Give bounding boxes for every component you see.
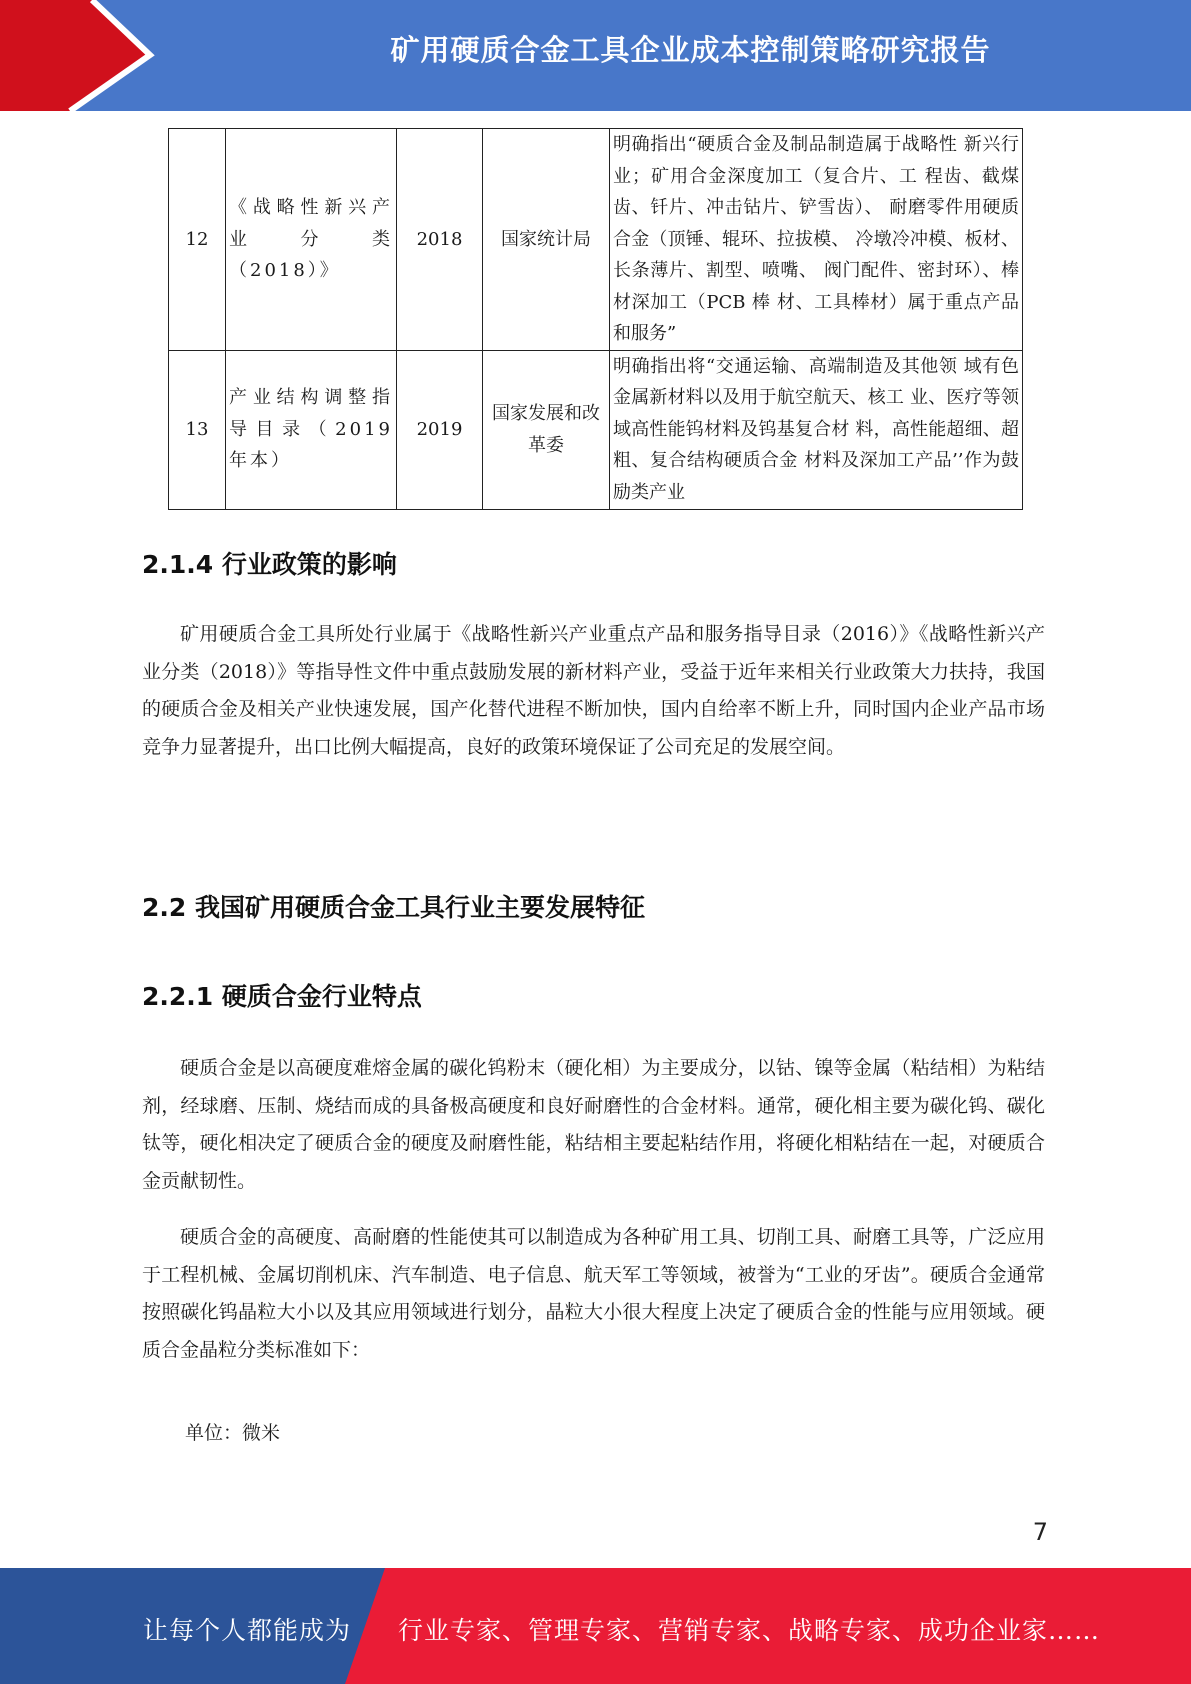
section-2-1-4-paragraph: 矿用硬质合金工具所处行业属于《战略性新兴产业重点产品和服务指导目录（2016）》《战略性新兴产业分类（2018）》等指导性文件中重点鼓励发展的新材料产业，受益于近年来相关行业政策大力扶持，我国的硬质合金及相关产业快速发展，国产化替代进程不断加快，国内自给率不断上升，同时国内企业产品市场竞争力显著提升，出口比例大幅提高，良好的政策环境保证了公司充足的发展空间。 bbox=[142, 623, 1045, 758]
section-heading-2-1-4: 2.1.4 行业政策的影响 bbox=[142, 550, 397, 579]
section-2-2-1-paragraph-2: 硬质合金的高硬度、高耐磨的性能使其可以制造成为各种矿用工具、切削工具、耐磨工具等，广泛应用于工程机械、金属切削机床、汽车制造、电子信息、航天军工等领域，被誉为“工业的牙齿”。硬质合金通常按照碳化钨晶粒大小以及其应用领域进行划分，晶粒大小很大程度上决定了硬质合金的性能与应用领域。硬质合金晶粒分类标准如下： bbox=[142, 1226, 1045, 1361]
table-row bbox=[169, 350, 1023, 509]
policy-content: 明确指出将“交通运输、高端制造及其他领 域有色金属新材料以及用于航空航天、核工 业、医疗等领域高性能钨材料及钨基复合材 料，高性能超细、超粗、复合结构硬质合金 材料及深加工产品’’作为鼓励类产业 bbox=[610, 350, 1023, 509]
page-header bbox=[0, 0, 1191, 111]
unit-label: 单位：微米 bbox=[185, 1422, 281, 1444]
section-heading-2-2-1: 2.2.1 硬质合金行业特点 bbox=[142, 982, 422, 1011]
footer-slogan-right: 行业专家、管理专家、营销专家、战略专家、成功企业家…… bbox=[398, 1616, 1101, 1645]
policy-table bbox=[168, 128, 1023, 510]
policy-year: 2019 bbox=[397, 350, 483, 509]
page-number: 7 bbox=[1032, 1518, 1048, 1546]
policy-year: 2018 bbox=[397, 129, 483, 351]
policy-name: 《战略性新兴产业分类（2018）》 bbox=[226, 129, 397, 351]
issuing-agency: 国家统计局 bbox=[483, 129, 610, 351]
issuing-agency: 国家发展和改革委 bbox=[483, 350, 610, 509]
report-title: 矿用硬质合金工具企业成本控制策略研究报告 bbox=[390, 33, 991, 67]
section-2-2-1-paragraph-1: 硬质合金是以高硬度难熔金属的碳化钨粉末（硬化相）为主要成分，以钴、镍等金属（粘结相）为粘结剂，经球磨、压制、烧结而成的具备极高硬度和良好耐磨性的合金材料。通常，硬化相主要为碳化钨、碳化钛等，硬化相决定了硬质合金的硬度及耐磨性能，粘结相主要起粘结作用，将硬化相粘结在一起，对硬质合金贡献韧性。 bbox=[142, 1057, 1045, 1192]
policy-content: 明确指出“硬质合金及制品制造属于战略性 新兴行业；矿用合金深度加工（复合片、工 程齿、截煤齿、钎片、冲击钻片、铲雪齿）、 耐磨零件用硬质合金（顶锤、辊环、拉拔模、 冷墩冷冲模、板材、长条薄片、割型、喷嘴、 阀门配件、密封环）、棒材深加工（PCB 棒 材、工具棒材）属于重点产品和服务” bbox=[610, 129, 1023, 351]
policy-name: 产业结构调整指导目录（2019 年本） bbox=[226, 350, 397, 509]
footer-slogan-left: 让每个人都能成为 bbox=[143, 1616, 352, 1645]
row-number: 12 bbox=[169, 129, 226, 351]
page-footer bbox=[0, 1568, 1191, 1684]
row-number: 13 bbox=[169, 350, 226, 509]
table-row bbox=[169, 129, 1023, 351]
section-heading-2-2: 2.2 我国矿用硬质合金工具行业主要发展特征 bbox=[142, 893, 645, 922]
